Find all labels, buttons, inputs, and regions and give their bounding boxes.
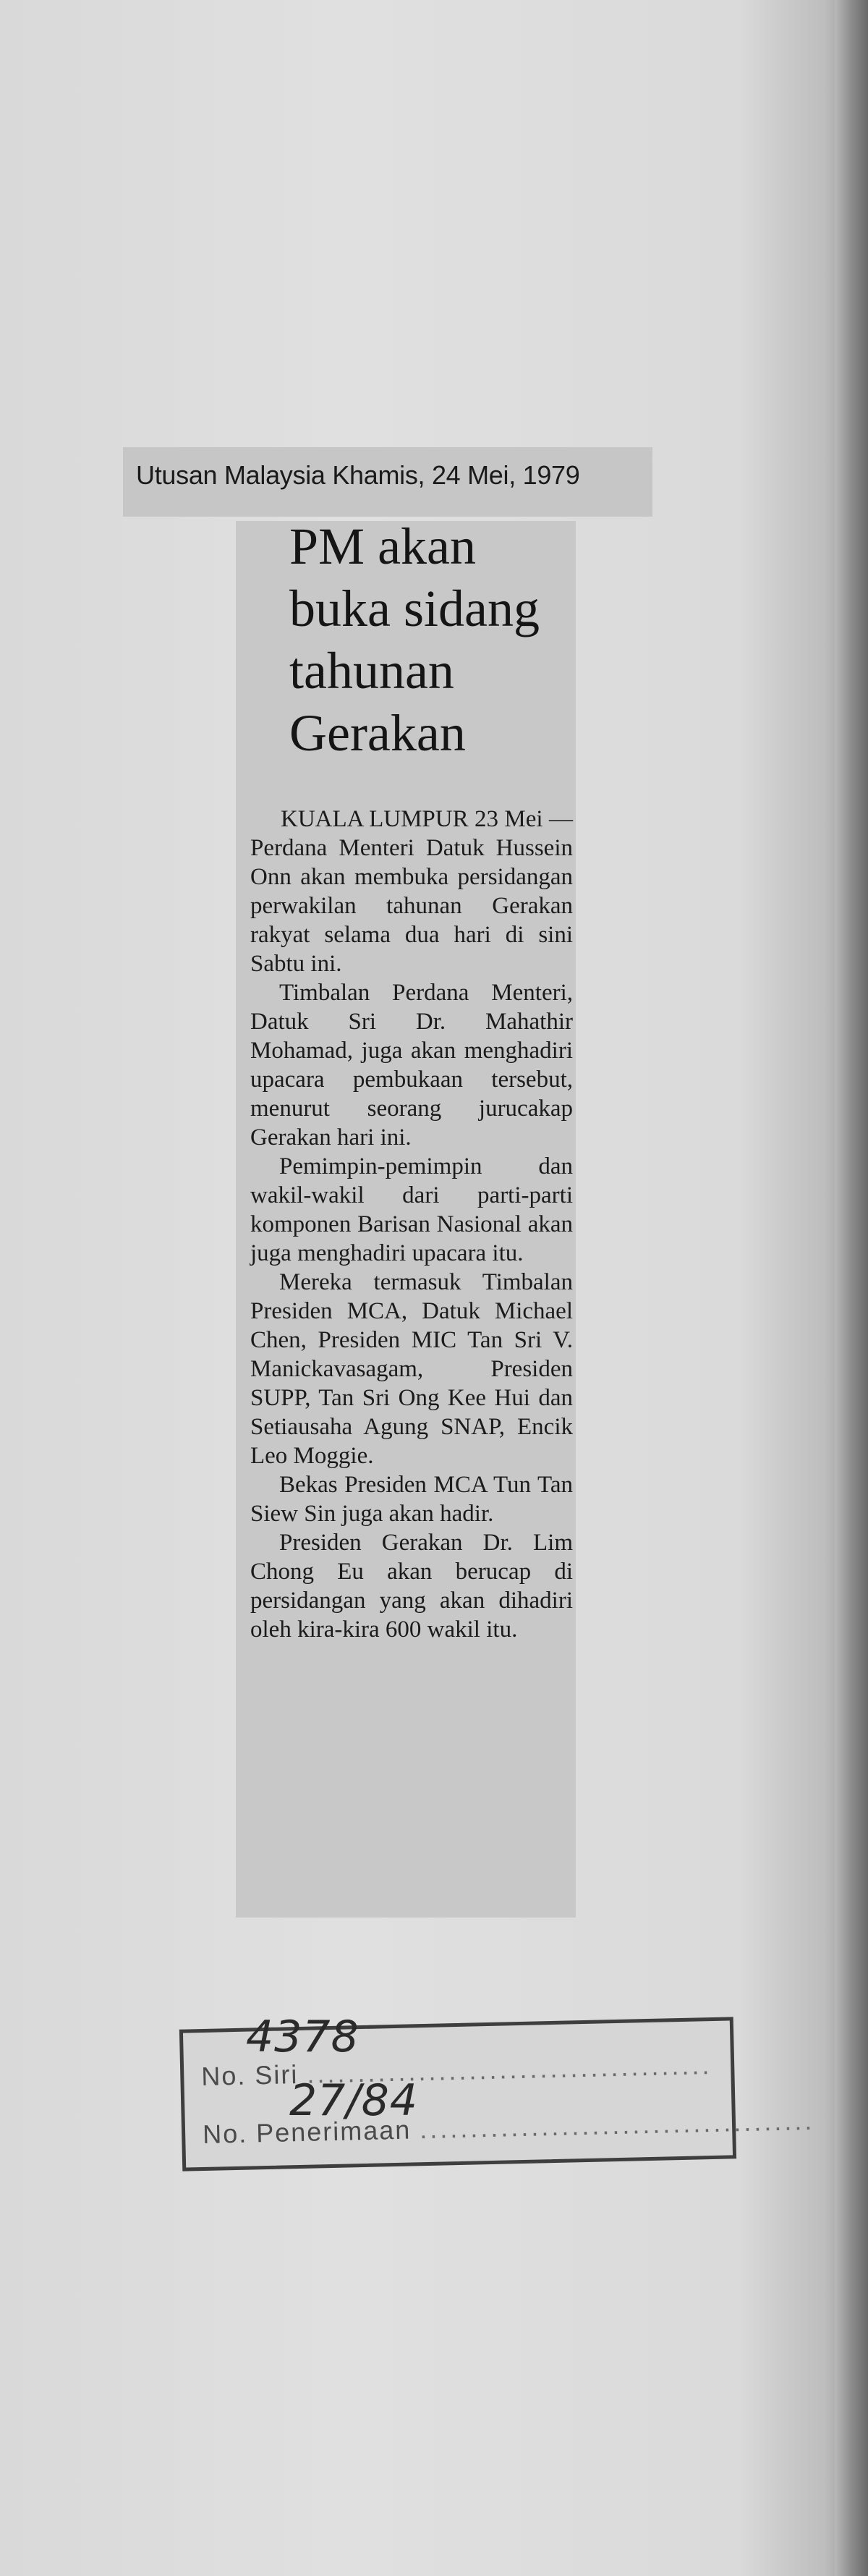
siri-handwritten-value: 4378 bbox=[246, 2012, 359, 2062]
penerimaan-label: No. Penerimaan bbox=[202, 2114, 412, 2150]
article-paragraph: Bekas Presiden MCA Tun Tan Siew Sin juga akan hadir. bbox=[250, 1472, 573, 1527]
article-paragraph: Timbalan Perdana Menteri, Datuk Sri Dr. Mahathir Mohamad, juga akan menghadiri upacara pembukaan tersebut, menurut seorang jurucakap Gerakan hari ini. bbox=[250, 980, 573, 1151]
clipping-headline: PM akan buka sidang tahunan Gerakan bbox=[289, 517, 540, 762]
dotted-line: ........................................ bbox=[306, 2050, 712, 2089]
article-paragraph: KUALA LUMPUR 23 Mei — Perdana Menteri Datuk Hussein Onn akan membuka persidangan perwakilan tahunan Gerakan rakyat selama dua hari di sini Sabtu ini. bbox=[250, 806, 573, 977]
page-edge-shadow bbox=[835, 0, 868, 2576]
article-paragraph: Pemimpin-pemimpin dan wakil-wakil dari parti-parti komponen Barisan Nasional akan juga menghadiri upacara itu. bbox=[250, 1153, 573, 1266]
article-paragraph: Mereka termasuk Timbalan Presiden MCA, Datuk Michael Chen, Presiden MIC Tan Sri V. Manickavasagam, Presiden SUPP, Tan Sri Ong Kee Hui dan Setiausaha Agung SNAP, Encik Leo Moggie. bbox=[250, 1269, 573, 1469]
newspaper-source-line: Utusan Malaysia Khamis, 24 Mei, 1979 bbox=[123, 447, 652, 517]
article-paragraph: Presiden Gerakan Dr. Lim Chong Eu akan berucap di persidangan yang akan dihadiri oleh kira-kira 600 wakil itu. bbox=[250, 1530, 573, 1643]
dotted-line: ....................................... bbox=[419, 2105, 815, 2145]
clipping-article bbox=[250, 805, 573, 1644]
penerimaan-handwritten-value: 27/84 bbox=[289, 2075, 418, 2126]
siri-label: No. Siri bbox=[200, 2059, 299, 2092]
